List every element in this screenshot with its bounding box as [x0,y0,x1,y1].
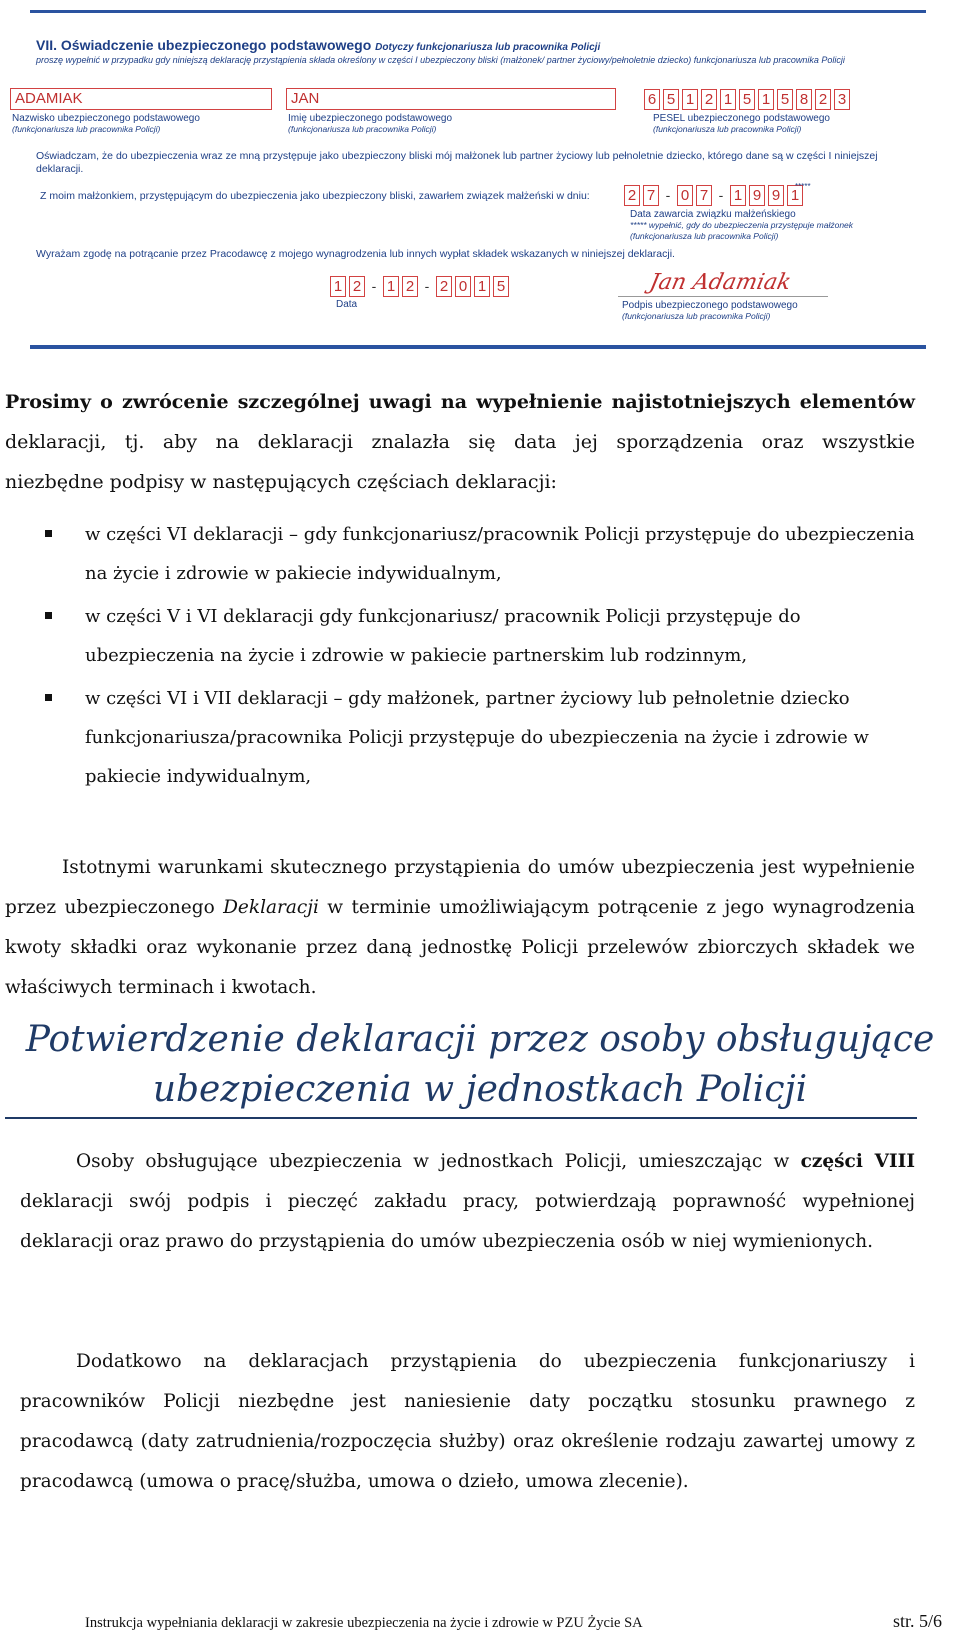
digit-box: 3 [834,89,850,110]
surname-label: Nazwisko ubezpieczonego podstawowego (funkcjonariusza lub pracownika Policji) [12,113,200,134]
signature-label: Podpis ubezpieczonego podstawowego (funkcjonariusza lub pracownika Policji) [622,300,798,321]
consent-text: Wyrażam zgodę na potrącanie przez Pracodawcę z mojego wynagrodzenia lub innych wypłat składek wskazanych w niniejszej deklaracji. [36,248,675,260]
digit-box: 5 [739,89,755,110]
digit-box: 9 [768,185,784,206]
pesel-digits [644,89,853,110]
digit-box: 1 [682,89,698,110]
confirmation-paragraph: Osoby obsługujące ubezpieczenia w jednostkach Policji, umieszczając w części VIII deklaracji swój podpis i pieczęć zakładu pracy, potwierdzają poprawność wypełnionej deklaracji oraz prawo do przystąpienia do umów ubezpieczenia osób w niej wymienionych. [20,1151,915,1252]
marriage-date-digits [624,185,806,206]
page-number: str. 5/6 [893,1611,943,1631]
bullet-square-icon [45,612,52,619]
digit-box: 6 [644,89,660,110]
pesel-label: PESEL ubezpieczonego podstawowego (funkcjonariusza lub pracownika Policji) [653,113,830,134]
intro-line-1: Prosimy o zwrócenie szczególnej uwagi na wypełnienie najistotniejszych elementów [5,391,915,413]
digit-box: 5 [493,276,509,297]
digit-box: 2 [402,276,418,297]
digit-box: 1 [720,89,736,110]
section-heading: Potwierdzenie deklaracji przez osoby obsługujące ubezpieczenia w jednostkach Policji [25,1019,935,1110]
digit-box: 1 [330,276,346,297]
digit-box: 2 [436,276,452,297]
digit-box: 0 [455,276,471,297]
conditions-paragraph: Istotnymi warunkami skutecznego przystąpienia do umów ubezpieczenia jest wypełnienie przez ubezpieczonego Deklaracji w terminie umożliwiającym potrącenie z jego wynagrodzenia kwoty składki oraz wykonanie przez daną jednostkę Policji przelewów zbiorczych składek we właściwych terminach i kwotach. [5,857,915,998]
digit-box: 1 [474,276,490,297]
digit-box: 9 [749,185,765,206]
signature: Jan Adamiak [647,270,794,295]
heading-rule [5,1117,917,1119]
digit-box: 2 [349,276,365,297]
marriage-date-label: Data zawarcia związku małżeńskiego ***** wypełnić, gdy do ubezpieczenia przystępuje małżonek (funkcjonariusza lub pracownika Policji) [630,209,854,241]
date-separator: - [424,278,430,294]
digit-box: 7 [643,185,659,206]
digit-box: 1 [383,276,399,297]
digit-box: 5 [663,89,679,110]
digit-box: 1 [787,185,803,206]
digit-box: 1 [730,185,746,206]
footer-text: Instrukcja wypełniania deklaracji w zakresie ubezpieczenia na życie i zdrowie w PZU Życie SA [85,1615,643,1631]
form-section-title: VII. Oświadczenie ubezpieczonego podstawowego Dotyczy funkcjonariusza lub pracownika Policji [36,37,601,53]
form-top-rule [30,10,926,13]
form-section-subtitle: proszę wypełnić w przypadku gdy niniejszą deklarację przystąpienia składa określony w części I ubezpieczony bliski (małżonek/ partner życiowy/pełnoletnie dziecko) funkcjonariusza lub pracownika Policji [36,55,845,65]
surname-field: ADAMIAK [10,88,272,110]
firstname-label: Imię ubezpieczonego podstawowego (funkcjonariusza lub pracownika Policji) [288,113,452,134]
digit-box: 1 [758,89,774,110]
bullet-square-icon [45,530,52,537]
signature-line [618,296,828,297]
firstname-field: JAN [286,88,616,110]
digit-box: 8 [796,89,812,110]
bullet-square-icon [45,694,52,701]
list-item: w części V i VI deklaracji gdy funkcjonariusz/ pracownik Policji przystępuje do ubezpieczenia na życie i zdrowie w pakiecie partnerskim lub rodzinnym, [45,597,915,675]
required-signatures-list [45,515,915,796]
list-item: w części VI i VII deklaracji – gdy małżonek, partner życiowy lub pełnoletnie dziecko funkcjonariusza/pracownika Policji przystępuje do ubezpieczenia na życie i zdrowie w pakiecie indywidualnym, [45,679,915,796]
signing-date-label: Data [336,299,358,310]
digit-box: 2 [701,89,717,110]
list-item: w części VI deklaracji – gdy funkcjonariusz/pracownik Policji przystępuje do ubezpieczenia na życie i zdrowie w pakiecie indywidualnym, [45,515,915,593]
form-bottom-rule [30,345,926,349]
additional-paragraph: Dodatkowo na deklaracjach przystąpienia do ubezpieczenia funkcjonariuszy i pracowników Policji niezbędne jest naniesienie daty początku stosunku prawnego z pracodawcą (daty zatrudnienia/rozpoczęcia służby) oraz określenie rodzaju zawartej umowy z pracodawcą (umowa o pracę/służba, umowa o dzieło, umowa zlecenie). [20,1351,915,1492]
marriage-stars: ***** [795,182,811,191]
intro-line-2: deklaracji, tj. aby na deklaracji znalazła się data jej sporządzenia oraz wszystkie [5,431,915,453]
digit-box: 0 [677,185,693,206]
digit-box: 2 [815,89,831,110]
declaration-text: Oświadczam, że do ubezpieczenia wraz ze mną przystępuje jako ubezpieczony bliski mój małżonek lub partner życiowy lub pełnoletnie dziecko, którego dane są w części I niniejszej deklaracji. [36,150,878,175]
date-separator: - [718,187,724,203]
marriage-text: Z moim małżonkiem, przystępującym do ubezpieczenia jako ubezpieczony bliski, zawarłem związek małżeński w dniu: [40,190,590,202]
date-separator: - [371,278,377,294]
signing-date-digits [330,276,512,297]
digit-box: 2 [624,185,640,206]
date-separator: - [665,187,671,203]
digit-box: 7 [696,185,712,206]
digit-box: 5 [777,89,793,110]
intro-line-3: niezbędne podpisy w następujących częściach deklaracji: [5,471,557,493]
section-vii-form [12,10,926,348]
